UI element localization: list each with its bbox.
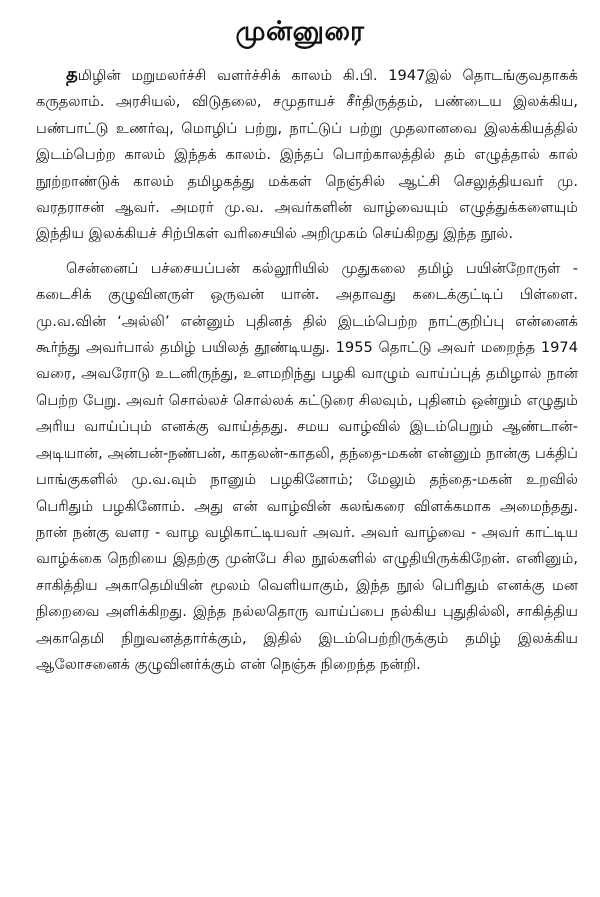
page-title: முன்னுரை [235,16,365,47]
drop-cap: த [66,64,78,85]
paragraph-gap [36,248,578,256]
paragraph-1 [36,62,578,248]
paragraph-2 [36,256,578,679]
body-text [36,62,578,678]
paragraph-2-text: சென்னைப் பச்சையப்பன் கல்லூரியில் முதுகலை தமிழ் பயின்றோருள் - கடைசிக் குழுவினருள் ஒருவன் யான். அதாவது கடைக்குட்டிப் பிள்ளை. மு.வ.வின் ‘அல்லி’ என்னும் புதினத் தில் இடம்பெற்ற நாட்குறிப்பு என்னைக் கூர்ந்து அவர்பால் தமிழ் பயிலத் தூண்டியது. 1955 தொட்டு அவர் மறைந்த 1974 வரை, அவரோடு உடனிருந்து, உளமறிந்து பழகி வாழும் வாய்ப்புத் தமிழால் நான் பெற்ற பேறு. அவர் சொல்லச் சொல்லக் கட்டுரை சிலவும், புதினம் ஒன்றும் எழுதும் அரிய வாய்ப்பும் எனக்கு வாய்த்தது. சமய வாழ்வில் இடம்பெறும் ஆண்டான்-அடியான், அன்பன்-நண்பன், காதலன்-காதலி, தந்தை-மகன் என்னும் நான்கு பக்திப் பாங்குகளில் மு.வ.வும் நானும் பழகினோம்; மேலும் தந்தை-மகன் உறவில் பெரிதும் பழகினோம். அது என் வாழ்வின் கலங்கரை விளக்கமாக அமைந்தது. நான் நன்கு வளர - வாழ வழிகாட்டியவர் அவர். அவர் வாழ்வை - அவர் காட்டிய வாழ்க்கை நெறியை இதற்கு முன்பே சில நூல்களில் எழுதியிருக்கிறேன். எனினும், சாகித்திய அகாதெமியின் மூலம் வெளியாகும், இந்த நூல் பெரிதும் எனக்கு மன நிறைவை அளிக்கிறது. இந்த நல்லதொரு வாய்ப்பை நல்கிய புதுதில்லி, சாகித்திய அகாதெமி நிறுவனத்தார்க்கும், இதில் இடம்பெற்றிருக்கும் தமிழ் இலக்கிய ஆலோசனைக் குழுவினர்க்கும் என் நெஞ்சு நிறைந்த நன்றி. [36,259,578,673]
paragraph-1-text: மிழின் மறுமலர்ச்சி வளர்ச்சிக் காலம் கி.பி. 1947இல் தொடங்குவதாகக் கருதலாம். அரசியல், விடுதலை, சமுதாயச் சீர்திருத்தம், பண்டைய இலக்கிய, பண்பாட்டு உணர்வு, மொழிப் பற்று, நாட்டுப் பற்று முதலானவை இலக்கியத்தில் இடம்பெற்ற காலம் இந்தக் காலம். இந்தப் பொற்காலத்தில் தம் எழுத்தால் கால் நூற்றாண்டுக் காலம் தமிழகத்து மக்கள் நெஞ்சில் ஆட்சி செலுத்தியவர் மு. வரதராசன் ஆவர். அமரர் மு.வ. அவர்களின் வாழ்வையும் எழுத்துக்களையும் இந்திய இலக்கியச் சிற்பிகள் வரிசையில் அறிமுகம் செய்கிறது இந்த நூல். [36,67,578,243]
